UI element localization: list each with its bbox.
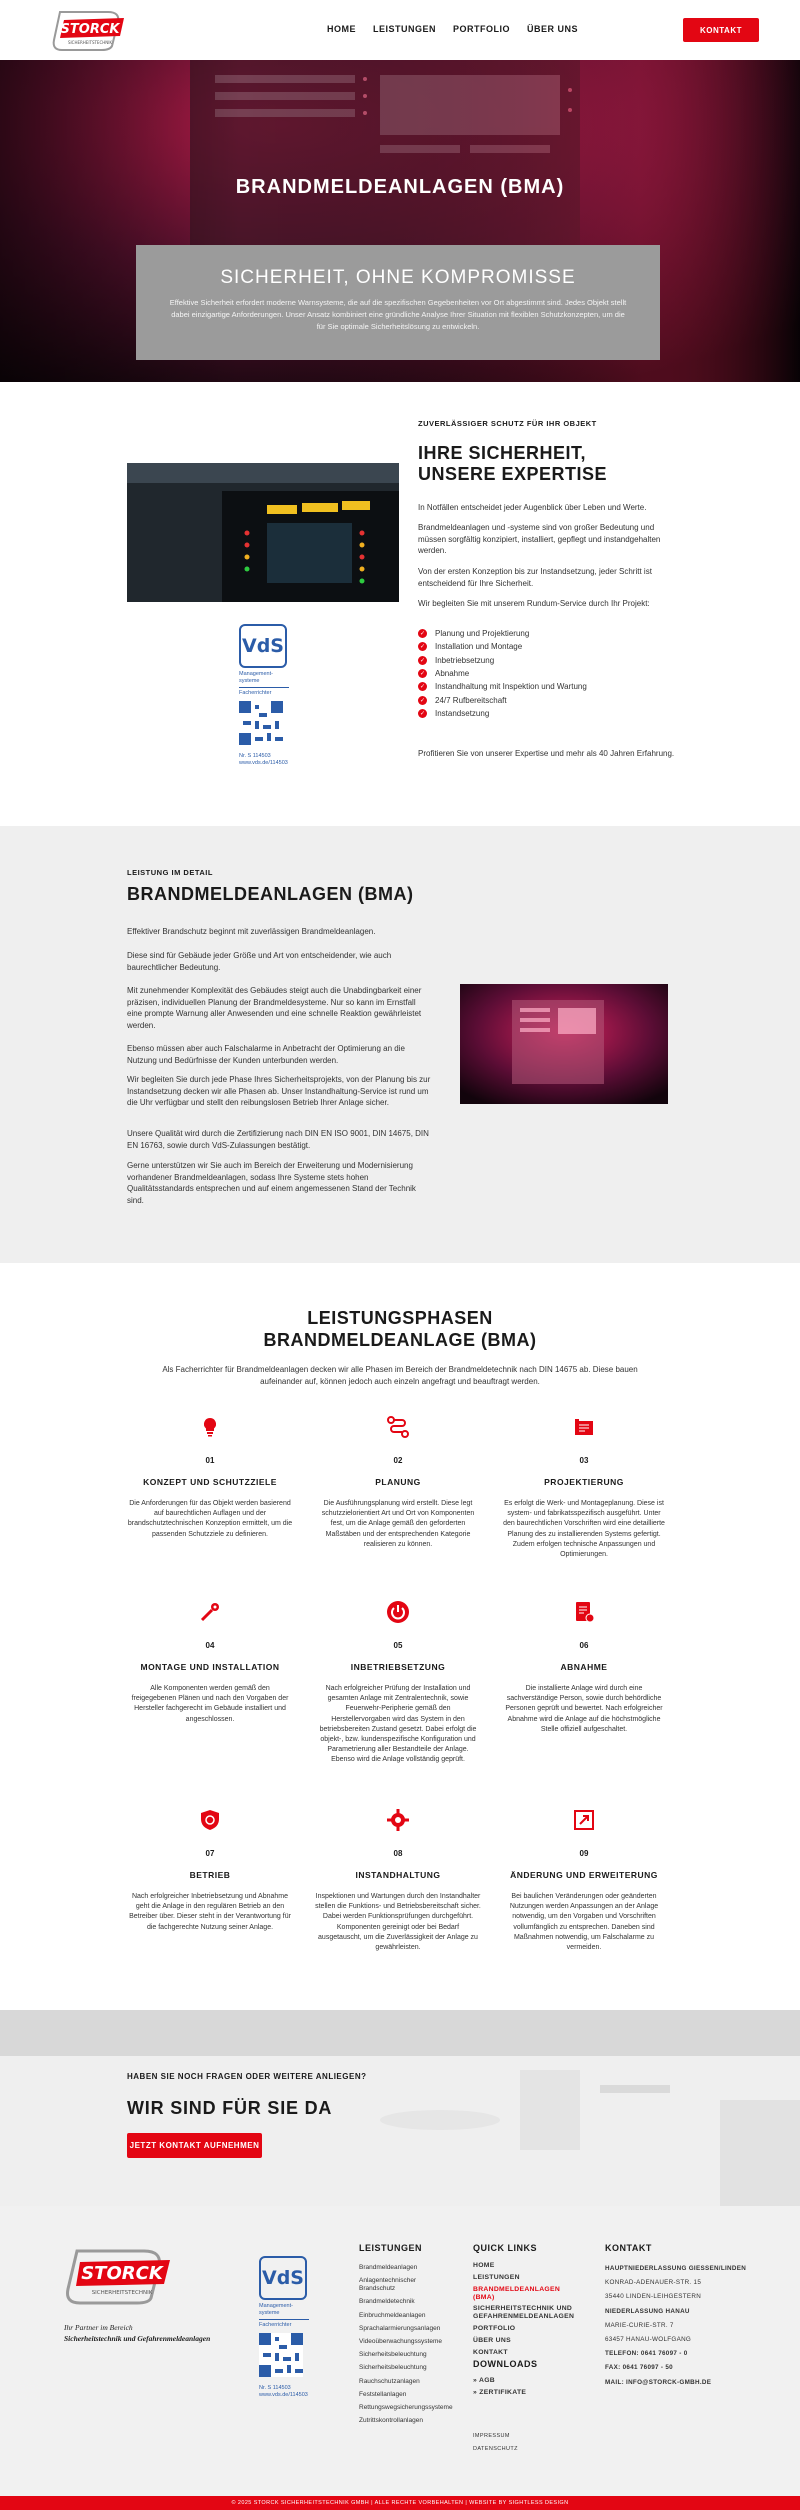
hero-box-text: Effektive Sicherheit erfordert moderne Warnsysteme, die auf die spezifischen Gegebenheiten vor Ort abgestimmt sind. Jedes Objekt stellt dabei einzigartige Anforderungen. Unser Ansatz kombiniert eine gründliche Analyse Ihrer Situation mit flexiblen Schutzkonzepten, um die für Sie optimale Sicherheitslösung zu entwickeln. xyxy=(169,298,627,331)
footer-vds-certificate xyxy=(259,2256,309,2399)
datenschutz-link[interactable]: DATENSCHUTZ xyxy=(473,2446,518,2453)
phases-title-line2: BRANDMELDEANLAGE (BMA) xyxy=(263,1330,537,1350)
hq-street: KONRAD-ADENAUER-STR. 15 xyxy=(605,2279,702,2287)
phase-text: Es erfolgt die Werk- und Montageplanung. Diese ist system- und fabrikatsspezifisch ausgeführt. Unter den baurechtlichen Vorschriften wird eine detaillierte Planung des zu installierenden Systems gefertigt. Zudem erfolgen technische Anpassungen und Optimierungen. xyxy=(503,1500,665,1559)
phase-text: Inspektionen und Wartungen durch den Instandhalter stellen die Funktions- und Betriebsbereitschaft sicher. Dabei werden Funktionsprüfungen durchgeführt. Komponenten gereinigt oder bei Bedarf ausgetauscht, um die Zuverlässigkeit der Anlage zu gewährleisten. xyxy=(315,1893,481,1952)
phase-title: PROJEKTIERUNG xyxy=(544,1477,624,1487)
quicklink-kontakt[interactable]: KONTAKT xyxy=(473,2348,508,2356)
footer-link[interactable]: Sicherheitsbeleuchtung xyxy=(359,2364,427,2372)
footer-link[interactable]: Brandmeldetechnik xyxy=(359,2298,415,2306)
qr-code-icon xyxy=(259,2333,303,2377)
vds-qr-caption-1: Nr. S 114503 xyxy=(259,2385,291,2391)
quicklink-home[interactable]: HOME xyxy=(473,2262,495,2269)
list-item xyxy=(418,693,587,706)
service-list xyxy=(418,627,587,720)
storck-logo[interactable] xyxy=(50,8,130,52)
list-item-label: 24/7 Rufbereitschaft xyxy=(435,695,507,705)
nav-ueber-uns[interactable]: ÜBER UNS xyxy=(527,24,579,34)
phase-number: 07 xyxy=(205,1849,215,1858)
phase-card xyxy=(115,1600,305,1725)
phase-card xyxy=(489,1415,679,1560)
intro-paragraph-2: Brandmeldeanlagen und -systeme sind von großer Bedeutung und müssen sorgfältig konzipiert, installiert, gepflegt und instandgehalten werden. xyxy=(418,523,661,555)
tools-icon xyxy=(198,1600,222,1624)
download-zertifikate[interactable]: » ZERTIFIKATE xyxy=(473,2388,527,2396)
phase-number: 08 xyxy=(393,1849,403,1858)
vds-caption xyxy=(259,2303,309,2329)
vds-qr-caption xyxy=(259,2385,309,2399)
quicklink-leistungen[interactable]: LEISTUNGEN xyxy=(473,2273,520,2281)
footer-link[interactable]: Videoüberwachungssysteme xyxy=(359,2337,442,2345)
phase-text: Nach erfolgreicher Inbetriebsetzung und Abnahme geht die Anlage in den regulären Betrieb an den Betreiber über. Dieser steht in der Verantwortung für die fachgerechte Nutzung seiner Anlage. xyxy=(129,1893,291,1931)
quicklink-portfolio[interactable]: PORTFOLIO xyxy=(473,2325,516,2333)
footer-link[interactable]: Feststellanlagen xyxy=(359,2390,407,2398)
hero-box-title: SICHERHEIT, OHNE KOMPROMISSE xyxy=(220,267,576,288)
detail-title: BRANDMELDEANLAGEN (BMA) xyxy=(127,884,414,904)
detail-paragraph: Gerne unterstützen wir Sie auch im Bereich der Erweiterung und Modernisierung vorhandener Brandmeldeanlagen, sodass Ihre Systeme stets hohen Qualitätsstandards entsprechen und auf einem angemessenen Stand der Technik sind. xyxy=(127,1161,416,1205)
cta-eyebrow: HABEN SIE NOCH FRAGEN ODER WEITERE ANLIEGEN? xyxy=(127,2072,367,2081)
footer-kontakt-title: KONTAKT xyxy=(605,2243,652,2253)
impressum-link[interactable]: IMPRESSUM xyxy=(473,2433,510,2439)
qr-code-icon xyxy=(239,701,283,745)
phase-card xyxy=(115,1808,305,1933)
check-icon: ✓ xyxy=(419,671,426,678)
contact-button[interactable]: KONTAKT xyxy=(683,18,759,42)
intro-paragraph-1: In Notfällen entscheidet jeder Augenblick über Leben und Werte. xyxy=(418,503,647,512)
nav-portfolio[interactable]: PORTFOLIO xyxy=(453,24,511,34)
footer-leistungen-title: LEISTUNGEN xyxy=(359,2243,423,2253)
phase-number: 03 xyxy=(579,1456,589,1465)
branch-city: 63457 HANAU-WOLFGANG xyxy=(605,2335,692,2343)
svg-text:SICHERHEITSTECHNIK: SICHERHEITSTECHNIK xyxy=(67,40,113,45)
footer-link[interactable]: Brandmeldeanlagen xyxy=(359,2264,418,2271)
intro-closing: Profitieren Sie von unserer Expertise und mehr als 40 Jahren Erfahrung. xyxy=(418,749,675,758)
vds-caption xyxy=(239,671,289,697)
footer-legal xyxy=(473,2432,518,2458)
list-item-label: Installation und Montage xyxy=(435,642,523,652)
footer-link[interactable]: Sprachalarmierungsanlagen xyxy=(359,2324,441,2332)
phase-number: 01 xyxy=(205,1456,215,1465)
phone[interactable]: TELEFON: 0641 76097 - 0 xyxy=(605,2350,688,2358)
download-agb[interactable]: » AGB xyxy=(473,2377,496,2384)
quicklink-ueber-uns[interactable]: ÜBER UNS xyxy=(473,2336,511,2344)
footer-link[interactable]: Anlagentechnischer Brandschutz xyxy=(359,2277,417,2293)
list-item xyxy=(418,640,587,653)
phase-text: Alle Komponenten werden gemäß den freigegebenen Plänen und nach den Vorgaben der Hersteller fachgerecht im Gebäude installiert und angeschlossen. xyxy=(131,1685,289,1723)
check-icon: ✓ xyxy=(419,631,426,638)
list-item xyxy=(418,667,587,680)
branch-title: NIEDERLASSUNG HANAU xyxy=(605,2307,690,2315)
phase-text: Die Ausführungsplanung wird erstellt. Diese legt schutzzielorientiert Art und Ort von Komponenten fest, um die Anlage gemäß den geforderten Maßstäben und der entsprechenden Kategorie realisieren zu können. xyxy=(321,1500,475,1548)
phase-card xyxy=(303,1600,493,1766)
phase-number: 04 xyxy=(205,1641,215,1650)
vds-qr-caption-1: Nr. S 114503 xyxy=(239,753,271,759)
check-icon: ✓ xyxy=(419,710,426,717)
check-icon: ✓ xyxy=(419,644,426,651)
blueprint-icon xyxy=(572,1415,596,1439)
vds-line2: systeme xyxy=(259,2310,280,2316)
list-item-label: Instandhaltung mit Inspektion und Wartung xyxy=(435,682,587,692)
list-item-label: Inbetriebsetzung xyxy=(435,655,495,665)
phase-number: 05 xyxy=(393,1641,403,1650)
detail-paragraph: Effektiver Brandschutz beginnt mit zuverlässigen Brandmeldeanlagen. xyxy=(127,927,376,936)
footer-tagline-1: Ihr Partner im Bereich xyxy=(64,2323,133,2332)
detail-paragraph: Mit zunehmender Komplexität des Gebäudes steigt auch die Unabdingbarkeit einer präzisen, individuellen Planung der Brandmeldesysteme. Nur so kann im Ernstfall eine prompte Warnung aller Anwesenden und eine schnelle Reaktion gewährleistet werden. xyxy=(127,986,422,1030)
footer-contact-info xyxy=(605,2264,755,2392)
phase-title: MONTAGE UND INSTALLATION xyxy=(140,1662,280,1672)
phase-text: Bei baulichen Veränderungen oder geänderten Nutzungen werden Anpassungen an der Anlage notwendig, um den Vorgaben und Vorschriften vollumfänglich zu entsprechen. Daneben sind Maßnahmen notwendig, um Falschalarme zu vermeiden. xyxy=(509,1893,659,1952)
vds-line1: Management- xyxy=(239,671,273,677)
copyright-bar: © 2025 STORCK SICHERHEITSTECHNIK GMBH | ALLE RECHTE VORBEHALTEN | WEBSITE BY SIGHTLESS DESIGN xyxy=(0,2496,800,2510)
footer-link[interactable]: Rettungswegsicherungssysteme xyxy=(359,2403,453,2411)
quicklink-bma[interactable]: BRANDMELDEANLAGEN (BMA) xyxy=(473,2285,561,2301)
intro-title xyxy=(418,443,758,485)
phase-card xyxy=(489,1808,679,1953)
list-item xyxy=(418,654,587,667)
phases-title xyxy=(0,1307,800,1351)
list-item xyxy=(418,627,587,640)
branch-street: MARIE-CURIE-STR. 7 xyxy=(605,2321,674,2329)
detail-paragraph: Wir begleiten Sie durch jede Phase Ihres Sicherheitsprojekts, von der Planung bis zur Instandsetzung decken wir alle Phasen ab. Unser Instandhaltung-Service ist rund um die Uhr verfügbar und stellt den reibungslosen Betrieb Ihrer Anlage sicher. xyxy=(127,1075,431,1107)
footer-leistungen-list xyxy=(359,2264,454,2430)
phase-number: 02 xyxy=(393,1456,403,1465)
vds-logo: VdS xyxy=(239,624,287,668)
detail-paragraph: Diese sind für Gebäude jeder Größe und Art von entscheidender, wie auch baurechtlicher Bedeutung. xyxy=(127,951,392,972)
phase-title: INSTANDHALTUNG xyxy=(355,1870,441,1880)
footer-link[interactable]: Sicherheitsbeleuchtung xyxy=(359,2351,427,2359)
phase-title: ÄNDERUNG UND ERWEITERUNG xyxy=(510,1870,658,1880)
footer-link[interactable]: Rauchschutzanlagen xyxy=(359,2377,420,2385)
phase-title: KONZEPT UND SCHUTZZIELE xyxy=(143,1477,277,1487)
intro-paragraph-3: Von der ersten Konzeption bis zur Instandsetzung, jeder Schritt ist entscheidend für Ihre Sicherheit. xyxy=(418,567,652,588)
main-nav xyxy=(327,24,578,34)
phase-card xyxy=(115,1415,305,1540)
bulb-icon xyxy=(198,1415,222,1439)
site-footer xyxy=(0,2206,800,2496)
intro-eyebrow: ZUVERLÄSSIGER SCHUTZ FÜR IHR OBJEKT xyxy=(418,419,597,428)
phase-text: Nach erfolgreicher Prüfung der Installation und gesamten Anlage mit Zentralentechnik, sowie Feuerwehr-Peripherie gemäß den Herstellervorgaben wird das System in den betriebsbereiten Zustand gesetzt. Dabei erfolgt die objekt-, bzw. kundenspezifische Konfiguration und Parametrierung aller Bestandteile der Anlage. Ebenso wird die Anlage vollständig geprüft. xyxy=(319,1685,477,1764)
list-item-label: Instandsetzung xyxy=(435,708,490,718)
vds-line3: Facherrichter xyxy=(239,687,289,697)
footer-quicklinks-title: QUICK LINKS xyxy=(473,2243,537,2253)
footer-logo-subtext: SICHERHEITSTECHNIK xyxy=(91,2290,153,2296)
intro-title-line1: IHRE SICHERHEIT, xyxy=(418,443,587,463)
shield-icon xyxy=(198,1808,222,1832)
phase-title: INBETRIEBSETZUNG xyxy=(350,1662,446,1672)
footer-downloads xyxy=(473,2377,526,2401)
phase-text: Die Anforderungen für das Objekt werden basierend auf baurechtlichen Auflagen und der brandschutztechnischen Konzeption ermittelt, um die passenden Schutzziele zu definieren. xyxy=(127,1500,293,1538)
site-header xyxy=(0,0,800,60)
phase-title: BETRIEB xyxy=(189,1870,231,1880)
nav-home[interactable]: HOME xyxy=(327,24,356,34)
vds-line2: systeme xyxy=(239,678,260,684)
footer-tagline-2: Sicherheitstechnik und Gefahrenmeldeanlagen xyxy=(64,2334,211,2343)
intro-title-line2: UNSERE EXPERTISE xyxy=(418,464,608,484)
phase-card xyxy=(303,1808,493,1953)
intro-paragraph-4: Wir begleiten Sie mit unserem Rundum-Service durch Ihr Projekt: xyxy=(418,599,650,608)
check-icon: ✓ xyxy=(419,657,426,664)
hero-title: BRANDMELDEANLAGEN (BMA) xyxy=(235,176,565,198)
vds-certificate xyxy=(239,624,289,767)
nav-leistungen[interactable]: LEISTUNGEN xyxy=(373,24,437,34)
detail-section xyxy=(0,826,800,1263)
phase-text: Die installierte Anlage wird durch eine sachverständige Person, sowie durch behördliche Personen geprüft und bewertet. Nach erfolgreicher Abnahme wird die Anlage auf die höchstmögliche Stelle offiziell aufgeschaltet. xyxy=(505,1685,663,1733)
fire-panel-image xyxy=(127,463,399,602)
footer-link[interactable]: Zutrittskontrollanlagen xyxy=(359,2417,423,2425)
detail-paragraph: Unsere Qualität wird durch die Zertifizierung nach DIN EN ISO 9001, DIN 14675, DIN EN 16763, sowie durch VdS-Zulassungen bestätigt. xyxy=(127,1129,429,1150)
list-item xyxy=(418,707,587,720)
vds-qr-caption-2: www.vds.de/114503 xyxy=(259,2392,308,2398)
list-item-label: Abnahme xyxy=(435,669,470,679)
detail-image xyxy=(460,984,668,1104)
fax: FAX: 0641 76097 - 50 xyxy=(605,2364,673,2372)
footer-downloads-title: DOWNLOADS xyxy=(473,2359,538,2369)
phase-card xyxy=(303,1415,493,1550)
vds-line1: Management- xyxy=(259,2303,293,2309)
list-item xyxy=(418,680,587,693)
vds-qr-caption xyxy=(239,753,289,767)
check-icon: ✓ xyxy=(419,697,426,704)
phase-number: 06 xyxy=(579,1641,589,1650)
detail-eyebrow: LEISTUNG IM DETAIL xyxy=(127,868,213,877)
quicklink-sicherheitstechnik[interactable]: SICHERHEITSTECHNIK UND GEFAHRENMELDEANLAGEN xyxy=(473,2305,575,2321)
gear-icon xyxy=(386,1808,410,1832)
cta-title: WIR SIND FÜR SIE DA xyxy=(127,2098,333,2118)
footer-link[interactable]: Einbruchmeldeanlagen xyxy=(359,2311,426,2319)
hq-title: HAUPTNIEDERLASSUNG GIESSEN/LINDEN xyxy=(605,2265,747,2272)
vds-line3: Facherrichter xyxy=(259,2319,309,2329)
phases-title-line1: LEISTUNGSPHASEN xyxy=(307,1308,493,1328)
power-icon xyxy=(386,1600,410,1624)
phase-title: PLANUNG xyxy=(375,1477,421,1487)
cta-section xyxy=(0,2010,800,2206)
detail-paragraph: Ebenso müssen aber auch Falschalarme in Anbetracht der Optimierung an die Nutzung und Bedürfnisse der Kunden unterbunden werden. xyxy=(127,1044,405,1065)
phases-subtitle: Als Facherrichter für Brandmeldeanlagen decken wir alle Phasen im Bereich der Brandmeldetechnik nach DIN 14675 ab. Diese bauen aufeinander auf, können jedoch auch einzeln angefragt und beauftragt werden. xyxy=(162,1365,638,1386)
footer-logo-text: STORCK xyxy=(81,2263,163,2284)
phase-card xyxy=(489,1600,679,1735)
footer-tagline xyxy=(64,2322,210,2344)
email[interactable]: MAIL: INFO@STORCK-GMBH.DE xyxy=(605,2378,712,2386)
document-check-icon xyxy=(572,1600,596,1624)
footer-logo[interactable] xyxy=(62,2246,177,2306)
check-icon: ✓ xyxy=(419,684,426,691)
vds-logo: VdS xyxy=(259,2256,307,2300)
hq-city: 35440 LINDEN-LEIHGESTERN xyxy=(605,2293,702,2301)
contact-now-button[interactable]: JETZT KONTAKT AUFNEHMEN xyxy=(127,2133,262,2158)
hero-info-box xyxy=(136,245,660,360)
list-item-label: Planung und Projektierung xyxy=(435,629,530,639)
phase-title: ABNAHME xyxy=(560,1662,608,1672)
phase-number: 09 xyxy=(579,1849,589,1858)
office-background-image xyxy=(0,2010,800,2206)
footer-quicklinks xyxy=(473,2262,573,2361)
route-icon xyxy=(386,1415,410,1439)
vds-qr-caption-2: www.vds.de/114503 xyxy=(239,760,288,766)
svg-text:STORCK: STORCK xyxy=(60,22,120,37)
expand-icon xyxy=(572,1808,596,1832)
